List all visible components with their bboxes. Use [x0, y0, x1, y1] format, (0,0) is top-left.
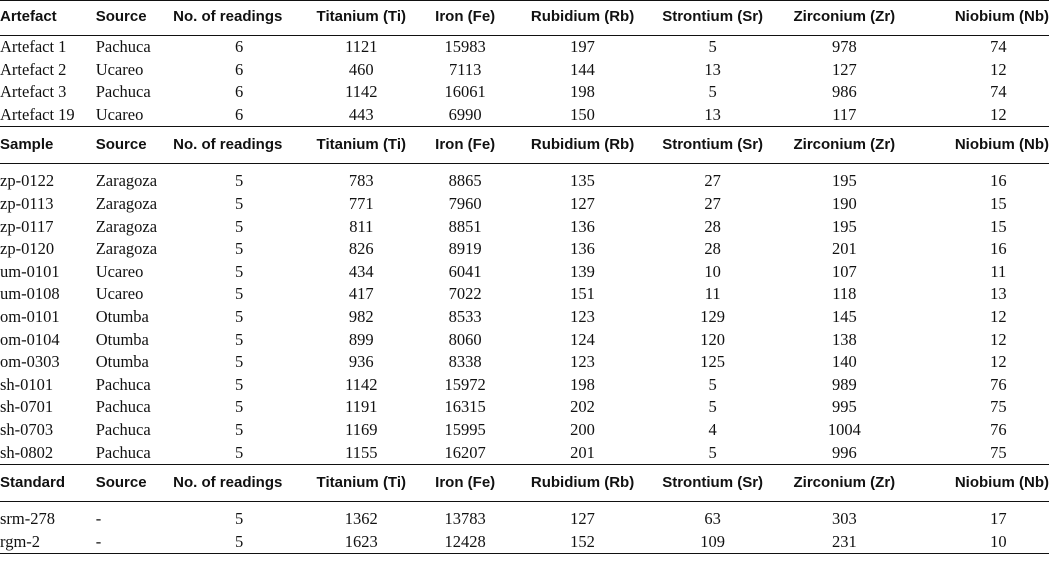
table-cell: 11 — [990, 261, 1007, 281]
table-cell: 1191 — [345, 397, 378, 417]
table-cell: 27 — [704, 194, 721, 214]
table-cell: 74 — [990, 82, 1007, 102]
table-cell: Pachuca — [96, 442, 173, 465]
table-cell: zp-0117 — [0, 216, 54, 236]
table-cell: 129 — [700, 306, 726, 326]
table-row — [0, 329, 1049, 352]
table-cell: 201 — [831, 239, 857, 259]
table-cell: zp-0120 — [0, 239, 55, 259]
table-cell: 1142 — [345, 374, 378, 394]
table-cell: Ucareo — [95, 261, 144, 281]
table-cell: 12428 — [414, 531, 517, 554]
table-cell: 5 — [234, 306, 244, 326]
table-cell: 5 — [234, 239, 244, 259]
table-cell: 303 — [831, 509, 857, 529]
table-cell: 434 — [348, 261, 374, 281]
table-cell: Otumba — [95, 329, 149, 349]
table-cell: 1004 — [827, 419, 861, 439]
table-cell: 936 — [348, 352, 374, 372]
table-cell: om-0303 — [0, 352, 60, 372]
table-row — [0, 396, 1049, 419]
table-cell: 8060 — [448, 329, 482, 349]
table-cell: Artefact 19 — [0, 104, 96, 127]
table-cell: 76 — [990, 419, 1007, 439]
column-header: Rubidium (Rb) — [517, 465, 649, 502]
column-header: Strontium (Sr) — [648, 127, 777, 164]
table-cell: 75 — [912, 442, 1049, 465]
table-cell: 5 — [234, 374, 244, 394]
table-row — [0, 306, 1049, 329]
table-cell: 989 — [831, 374, 857, 394]
table-cell: 118 — [832, 284, 857, 304]
table-cell: zp-0113 — [0, 194, 54, 214]
table-cell: 13 — [704, 59, 721, 79]
table-row — [0, 442, 1049, 465]
table-cell: 986 — [831, 82, 857, 102]
table-row — [0, 508, 1049, 531]
table-cell: 7022 — [448, 284, 482, 304]
table-cell: 5 — [234, 509, 244, 529]
table-cell: 127 — [831, 59, 857, 79]
table-row — [0, 283, 1049, 306]
table-cell: Zaragoza — [95, 194, 158, 214]
table-cell: 12 — [990, 352, 1007, 372]
table-cell: 127 — [570, 509, 595, 529]
table-cell: sh-0703 — [0, 419, 54, 439]
table-cell: 74 — [990, 37, 1007, 57]
table-cell: rgm-2 — [0, 531, 96, 554]
table-cell: 996 — [777, 442, 912, 465]
table-cell: 12 — [990, 306, 1007, 326]
column-header: Rubidium (Rb) — [517, 0, 649, 36]
table-cell: 6 — [234, 82, 244, 102]
table-cell: 5 — [708, 397, 717, 417]
table-cell: 198 — [570, 374, 595, 394]
table-cell: 8919 — [448, 239, 482, 259]
table-cell: 5 — [234, 194, 244, 214]
table-cell: 8851 — [448, 216, 482, 236]
table-cell: 127 — [570, 194, 595, 214]
table-cell: 1362 — [344, 509, 378, 529]
column-header: No. of readings — [173, 127, 309, 164]
table-row — [0, 216, 1049, 239]
table-cell: Artefact 2 — [0, 59, 67, 79]
table-cell: 27 — [704, 171, 721, 191]
table-cell: 5 — [234, 397, 244, 417]
table-cell: Pachuca — [95, 374, 151, 394]
table-cell: 7960 — [448, 194, 482, 214]
table-cell: 120 — [700, 329, 726, 349]
table-row — [0, 419, 1049, 442]
column-header: No. of readings — [173, 465, 309, 502]
table-cell: Zaragoza — [95, 216, 158, 236]
column-header: Zirconium (Zr) — [777, 127, 912, 164]
table-cell: Ucareo — [95, 284, 144, 304]
table-cell: 231 — [777, 531, 912, 554]
table-cell: 138 — [831, 329, 857, 349]
column-header: Artefact — [0, 0, 96, 36]
table-cell: 15972 — [444, 374, 486, 394]
table-cell: 11 — [704, 284, 721, 304]
table-cell: 198 — [570, 82, 595, 102]
table-cell: 8338 — [448, 352, 482, 372]
table-cell: 201 — [517, 442, 649, 465]
column-header: Source — [96, 465, 173, 502]
table-cell: 117 — [777, 104, 912, 127]
table-cell: 995 — [831, 397, 857, 417]
table-cell: 16 — [990, 239, 1007, 259]
table-cell: 16 — [990, 171, 1007, 191]
table-row — [0, 193, 1049, 216]
table-row — [0, 59, 1049, 82]
table-cell: om-0104 — [0, 329, 60, 349]
table-cell: srm-278 — [0, 509, 55, 529]
table-cell: 1121 — [345, 37, 378, 57]
table-cell: 197 — [570, 37, 595, 57]
table-cell: 15 — [990, 194, 1007, 214]
column-header: Iron (Fe) — [414, 127, 517, 164]
table-cell: 1623 — [309, 531, 414, 554]
table-cell: 783 — [348, 171, 374, 191]
column-header: Source — [96, 0, 173, 36]
table-cell: 6 — [173, 104, 309, 127]
table-cell: 771 — [348, 194, 374, 214]
column-header: Zirconium (Zr) — [777, 465, 912, 502]
table-cell: 144 — [570, 59, 595, 79]
column-header: Titanium (Ti) — [309, 0, 414, 36]
table-cell: 16315 — [444, 397, 486, 417]
table-cell: - — [95, 509, 102, 529]
table-cell: 145 — [831, 306, 857, 326]
table-cell: 123 — [570, 306, 595, 326]
table-cell: 15995 — [444, 419, 486, 439]
table-cell: 5 — [234, 419, 244, 439]
table-cell: 109 — [648, 531, 777, 554]
table-cell: 10 — [912, 531, 1049, 554]
table-cell: Ucareo — [96, 104, 173, 127]
table-cell: 16207 — [414, 442, 517, 465]
table-cell: 13 — [990, 284, 1007, 304]
table-cell: 195 — [831, 171, 857, 191]
table-cell: 15983 — [444, 37, 486, 57]
table-row — [0, 36, 1049, 59]
table-cell: 4 — [708, 419, 717, 439]
table-row — [0, 351, 1049, 374]
table-cell: 5 — [234, 216, 244, 236]
table-cell: 5 — [173, 442, 309, 465]
column-header: Source — [96, 127, 173, 164]
table-row — [0, 81, 1049, 104]
table-cell: 151 — [570, 284, 595, 304]
table-cell: 5 — [234, 171, 244, 191]
table-cell: 15 — [990, 216, 1007, 236]
table-cell: 13 — [648, 104, 777, 127]
column-header: Niobium (Nb) — [912, 465, 1049, 502]
table-cell: Ucareo — [95, 59, 144, 79]
column-header: Strontium (Sr) — [648, 0, 777, 36]
table-cell: 125 — [700, 352, 726, 372]
table-cell: 150 — [517, 104, 649, 127]
table-cell: 63 — [704, 509, 721, 529]
standard-section-header-row — [0, 465, 1049, 502]
table-cell: 28 — [704, 216, 721, 236]
table-cell: 200 — [570, 419, 595, 439]
column-header: Strontium (Sr) — [648, 465, 777, 502]
column-header: Titanium (Ti) — [309, 465, 414, 502]
table-row — [0, 104, 1049, 127]
column-header: Zirconium (Zr) — [777, 0, 912, 36]
column-header: Standard — [0, 465, 96, 502]
table-cell: Zaragoza — [95, 171, 158, 191]
table-cell: Artefact 3 — [0, 82, 67, 102]
table-cell: 5 — [234, 284, 244, 304]
table-cell: 8533 — [448, 306, 482, 326]
table-cell: 982 — [348, 306, 374, 326]
table-cell: Pachuca — [95, 397, 151, 417]
table-cell: um-0108 — [0, 284, 60, 304]
table-cell: 1169 — [345, 419, 378, 439]
table-cell: sh-0701 — [0, 397, 54, 417]
table-row — [0, 170, 1049, 193]
table-cell: 417 — [348, 284, 374, 304]
table-cell: 12 — [990, 329, 1007, 349]
table-cell: 139 — [570, 261, 595, 281]
table-cell: 7113 — [448, 59, 482, 79]
table-cell: um-0101 — [0, 261, 60, 281]
table-cell: 5 — [708, 37, 717, 57]
table-cell: 6041 — [448, 261, 482, 281]
table-cell: 1142 — [345, 82, 378, 102]
sample-section-header-row — [0, 127, 1049, 164]
table-cell: 17 — [990, 509, 1007, 529]
table-cell: 8865 — [448, 171, 482, 191]
column-header: Sample — [0, 127, 96, 164]
table-cell: - — [96, 531, 173, 554]
column-header: Niobium (Nb) — [912, 127, 1049, 164]
table-cell: 75 — [990, 397, 1007, 417]
column-header: Rubidium (Rb) — [517, 127, 649, 164]
table-cell: 5 — [234, 261, 244, 281]
table-cell: 5 — [173, 531, 309, 554]
column-header: Niobium (Nb) — [912, 0, 1049, 36]
table-cell: om-0101 — [0, 306, 60, 326]
table-cell: 443 — [309, 104, 414, 127]
table-cell: 107 — [831, 261, 857, 281]
table-cell: Zaragoza — [95, 239, 158, 259]
table-row — [0, 238, 1049, 261]
table-cell: 460 — [348, 59, 374, 79]
column-header: No. of readings — [173, 0, 309, 36]
table-cell: 136 — [570, 239, 595, 259]
table-cell: 5 — [648, 442, 777, 465]
table-row — [0, 261, 1049, 284]
table-row — [0, 374, 1049, 397]
table-cell: 123 — [570, 352, 595, 372]
table-cell: 190 — [831, 194, 857, 214]
table-cell: 124 — [570, 329, 595, 349]
table-cell: 10 — [704, 261, 721, 281]
column-header: Titanium (Ti) — [309, 127, 414, 164]
table-cell: 826 — [348, 239, 374, 259]
table-cell: 5 — [708, 374, 717, 394]
table-cell: 13783 — [444, 509, 486, 529]
table-cell: sh-0802 — [0, 442, 96, 465]
table-cell: Pachuca — [95, 37, 151, 57]
table-cell: Artefact 1 — [0, 37, 67, 57]
table-cell: Otumba — [95, 306, 149, 326]
table-cell: sh-0101 — [0, 374, 54, 394]
table-cell: 195 — [831, 216, 857, 236]
table-cell: zp-0122 — [0, 171, 55, 191]
table-cell: 5 — [234, 329, 244, 349]
table-cell: 135 — [570, 171, 595, 191]
table-cell: 136 — [570, 216, 595, 236]
table-cell: Otumba — [95, 352, 149, 372]
table-cell: 978 — [831, 37, 857, 57]
column-header: Iron (Fe) — [414, 0, 517, 36]
table-cell: 6 — [234, 59, 244, 79]
table-row — [0, 531, 1049, 554]
table-cell: 12 — [990, 59, 1007, 79]
column-header: Iron (Fe) — [414, 465, 517, 502]
table-cell: 811 — [349, 216, 374, 236]
table-cell: 202 — [570, 397, 595, 417]
table-cell: 899 — [348, 329, 374, 349]
table-cell: 6990 — [414, 104, 517, 127]
table-cell: 16061 — [444, 82, 486, 102]
table-cell: 5 — [234, 352, 244, 372]
table-cell: 152 — [517, 531, 649, 554]
table-cell: 12 — [912, 104, 1049, 127]
table-cell: 28 — [704, 239, 721, 259]
table-cell: 5 — [708, 82, 717, 102]
table-cell: 1155 — [309, 442, 414, 465]
table-cell: 140 — [831, 352, 857, 372]
table-cell: 6 — [234, 37, 244, 57]
table-cell: Pachuca — [95, 419, 151, 439]
artefact-section-header-row — [0, 0, 1049, 36]
table-cell: Pachuca — [95, 82, 151, 102]
table-cell: 76 — [990, 374, 1007, 394]
